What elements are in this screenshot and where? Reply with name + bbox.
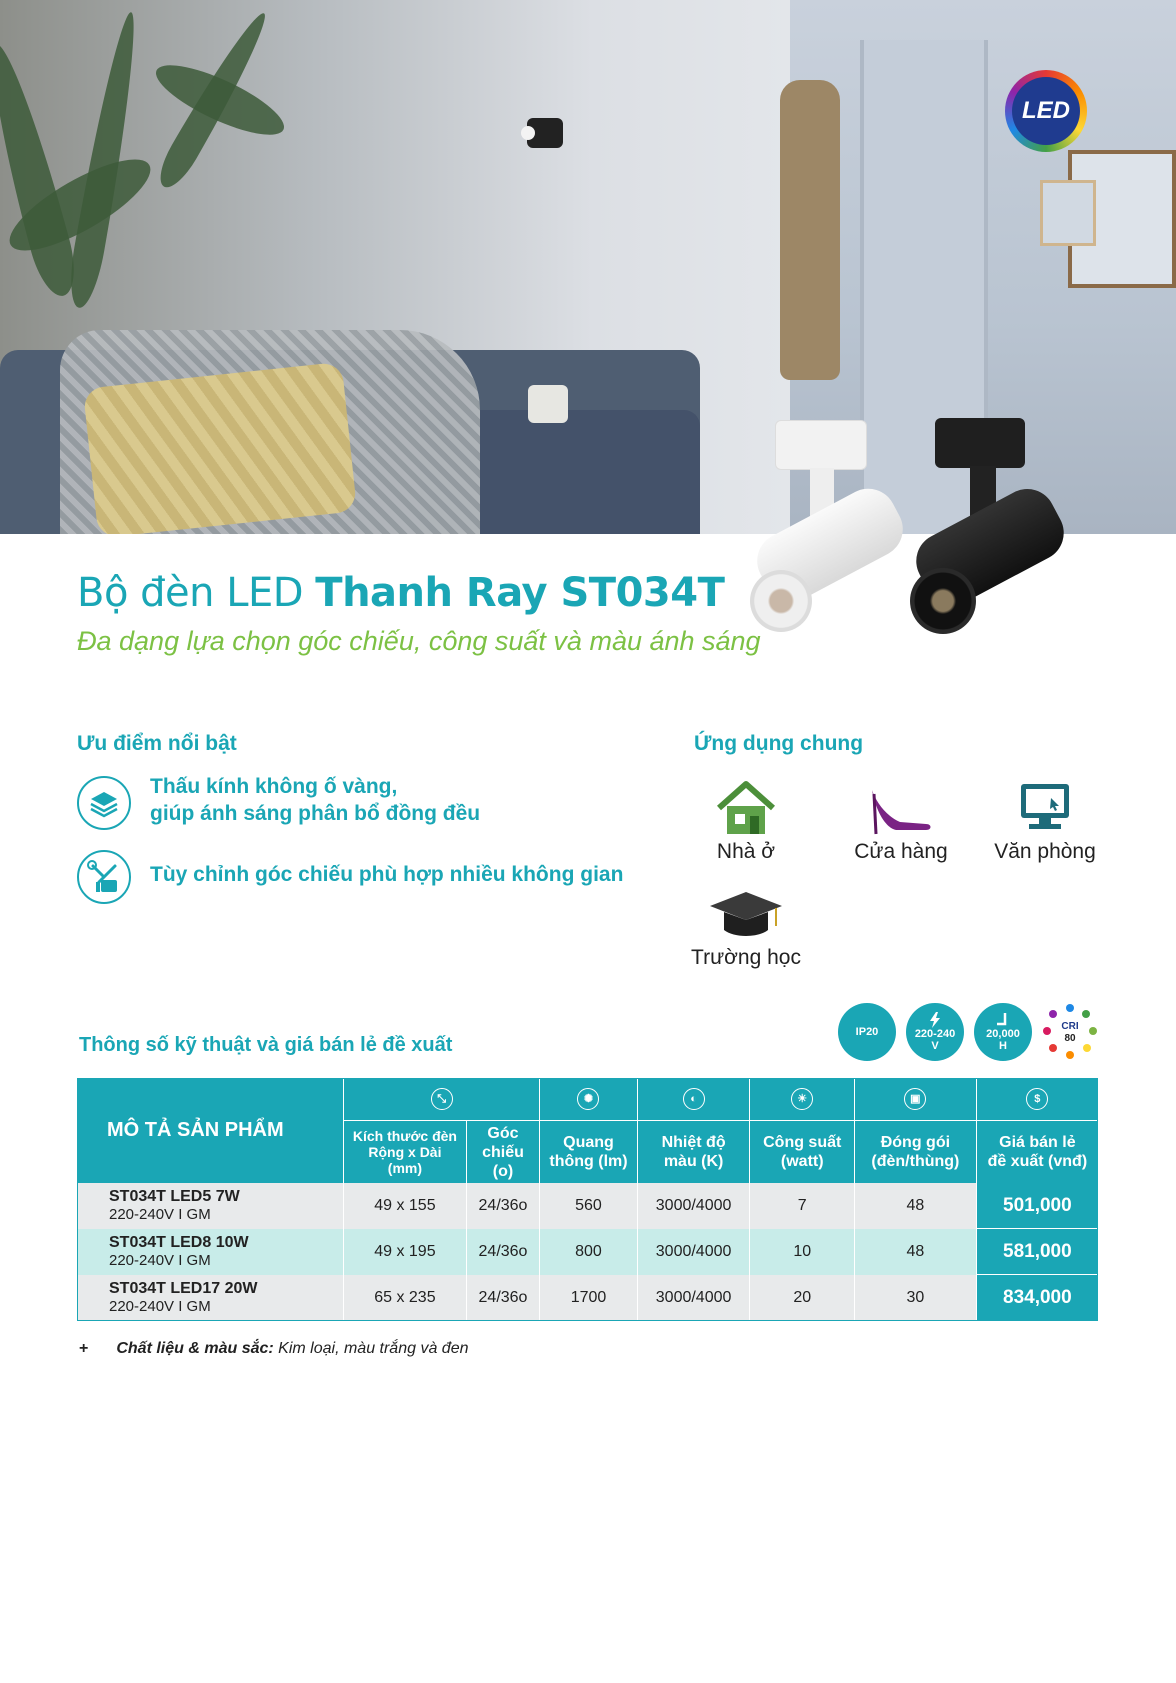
hero-mug — [528, 385, 568, 423]
cell-model — [77, 1229, 344, 1275]
white-adapter — [775, 420, 867, 470]
feature-angle: Tùy chỉnh góc chiếu phù hợp nhiều không gian — [150, 863, 624, 886]
note-text: Kim loại, màu trắng và đen — [273, 1340, 469, 1357]
note-label: Chất liệu & màu sắc: — [116, 1340, 274, 1357]
col-cct-line2: màu (K) — [663, 1153, 724, 1170]
col-angle — [466, 1121, 539, 1184]
voltage-value: 220-240 — [914, 1028, 956, 1040]
cri-badge — [1040, 1003, 1100, 1063]
lumen-icon: ✺ — [540, 1078, 638, 1121]
cell-pack: 48 — [855, 1229, 977, 1275]
tools-thumb-icon — [77, 850, 131, 904]
spec-table — [77, 1078, 1098, 1321]
col-power — [750, 1121, 855, 1184]
cell-lumen: 560 — [540, 1183, 638, 1229]
led-logo-text: LED — [1012, 77, 1080, 145]
app-school — [681, 886, 811, 970]
cell-lumen: 800 — [540, 1229, 638, 1275]
cell-angle: 24/36o — [466, 1229, 539, 1275]
col-lumen — [540, 1121, 638, 1184]
power-icon: ☀ — [750, 1078, 855, 1121]
cell-power: 20 — [750, 1275, 855, 1321]
app-home — [681, 780, 811, 864]
col-cct — [637, 1121, 750, 1184]
model-name: ST034T LED17 20W — [109, 1279, 258, 1297]
feature-lens — [150, 773, 480, 827]
layers-icon — [77, 776, 131, 830]
col-lumen-line1: Quang — [563, 1134, 614, 1151]
cell-pack: 48 — [855, 1183, 977, 1229]
cell-size: 49 x 195 — [344, 1229, 467, 1275]
cri-label: CRI — [1061, 1021, 1079, 1032]
cell-model — [77, 1275, 344, 1321]
table-row — [77, 1229, 1098, 1275]
col-power-line1: Công suất — [763, 1134, 842, 1151]
cell-angle: 24/36o — [466, 1275, 539, 1321]
lifetime-value: 20,000 — [986, 1028, 1020, 1040]
cell-power: 7 — [750, 1183, 855, 1229]
col-size-line1: Kích thước đèn — [352, 1128, 457, 1144]
hero-coat — [780, 80, 840, 380]
cri-text — [1040, 1021, 1100, 1045]
computer-icon — [1017, 780, 1073, 836]
high-heel-icon — [866, 782, 936, 836]
graduation-cap-icon — [706, 886, 786, 942]
cell-price: 501,000 — [976, 1183, 1098, 1229]
model-sub: 220-240V I GM — [109, 1251, 211, 1269]
cell-size: 49 x 155 — [344, 1183, 467, 1229]
col-pack-line1: Đóng gói — [880, 1134, 951, 1151]
cell-size: 65 x 235 — [344, 1275, 467, 1321]
cell-angle: 24/36o — [466, 1183, 539, 1229]
hero-frame-small — [1040, 180, 1096, 246]
lifetime-unit: H — [999, 1040, 1007, 1052]
col-price — [976, 1121, 1098, 1184]
voltage-unit: V — [931, 1040, 939, 1052]
cell-model — [77, 1183, 344, 1229]
model-sub: 220-240V I GM — [109, 1297, 211, 1315]
model-name: ST034T LED5 7W — [109, 1187, 240, 1205]
col-desc: MÔ TẢ SẢN PHẨM — [77, 1078, 344, 1183]
col-pack — [855, 1121, 977, 1184]
col-lumen-line2: thông (lm) — [549, 1153, 628, 1170]
cell-pack: 30 — [855, 1275, 977, 1321]
cell-lumen: 1700 — [540, 1275, 638, 1321]
col-size-line3: (mm) — [387, 1160, 423, 1176]
cell-price: 581,000 — [976, 1229, 1098, 1275]
material-note — [79, 1340, 468, 1358]
feature-lens-line2: giúp ánh sáng phân bổ đồng đều — [150, 802, 481, 825]
cell-cct: 3000/4000 — [637, 1229, 750, 1275]
features-heading: Ưu điểm nổi bật — [77, 732, 237, 755]
app-office-label: Văn phòng — [994, 840, 1096, 863]
cct-icon: ◐ — [637, 1078, 750, 1121]
col-cct-line1: Nhiệt độ — [661, 1134, 726, 1151]
col-power-line2: (watt) — [780, 1153, 824, 1170]
ip-badge — [838, 1003, 896, 1061]
spec-heading: Thông số kỹ thuật và giá bán lẻ đề xuất — [79, 1034, 453, 1056]
cell-cct: 3000/4000 — [637, 1183, 750, 1229]
cell-price: 834,000 — [976, 1275, 1098, 1321]
col-price-line2: đề xuất (vnđ) — [987, 1153, 1088, 1170]
wall-spotlight — [527, 118, 563, 148]
feature-lens-line1: Thấu kính không ố vàng, — [150, 775, 398, 798]
product-white — [740, 410, 900, 650]
package-icon: ▣ — [855, 1078, 977, 1121]
voltage-badge — [906, 1003, 964, 1061]
table-row — [77, 1275, 1098, 1321]
note-bullet: + — [79, 1340, 89, 1357]
app-office — [980, 780, 1110, 864]
black-lens — [910, 568, 976, 634]
model-name: ST034T LED8 10W — [109, 1233, 249, 1251]
hero-pillow — [83, 362, 357, 534]
cri-value: 80 — [1064, 1033, 1076, 1044]
col-price-line1: Giá bán lẻ — [999, 1134, 1076, 1151]
lifetime-badge — [974, 1003, 1032, 1061]
price-icon: $ — [976, 1078, 1098, 1121]
app-shop — [836, 782, 966, 864]
white-lens — [750, 570, 812, 632]
led-logo — [1005, 70, 1087, 152]
lifetime-icon — [996, 1012, 1010, 1028]
col-angle-line2: chiếu (o) — [482, 1143, 524, 1180]
ip-badge-text: IP20 — [855, 1026, 879, 1038]
title-light: Bộ đèn LED — [77, 570, 304, 616]
black-adapter — [935, 418, 1025, 468]
table-row — [77, 1183, 1098, 1229]
app-shop-label: Cửa hàng — [854, 840, 948, 863]
col-size-line2: Rộng x Dài — [368, 1144, 442, 1160]
product-black — [905, 410, 1065, 650]
col-size — [344, 1121, 467, 1184]
title-bold: Thanh Ray ST034T — [315, 570, 725, 616]
cell-cct: 3000/4000 — [637, 1275, 750, 1321]
applications-heading: Ứng dụng chung — [694, 732, 864, 755]
col-pack-line2: (đèn/thùng) — [871, 1153, 960, 1170]
col-angle-line1: Góc — [487, 1124, 519, 1142]
house-icon — [715, 780, 777, 836]
page-title — [77, 570, 724, 616]
page-subtitle: Đa dạng lựa chọn góc chiếu, công suất và màu ánh sáng — [77, 626, 761, 656]
app-school-label: Trường học — [691, 946, 801, 969]
lightning-icon — [929, 1012, 941, 1028]
cell-power: 10 — [750, 1229, 855, 1275]
model-sub: 220-240V I GM — [109, 1205, 211, 1223]
size-icon: ⤡ — [344, 1078, 540, 1121]
app-home-label: Nhà ở — [716, 840, 776, 863]
